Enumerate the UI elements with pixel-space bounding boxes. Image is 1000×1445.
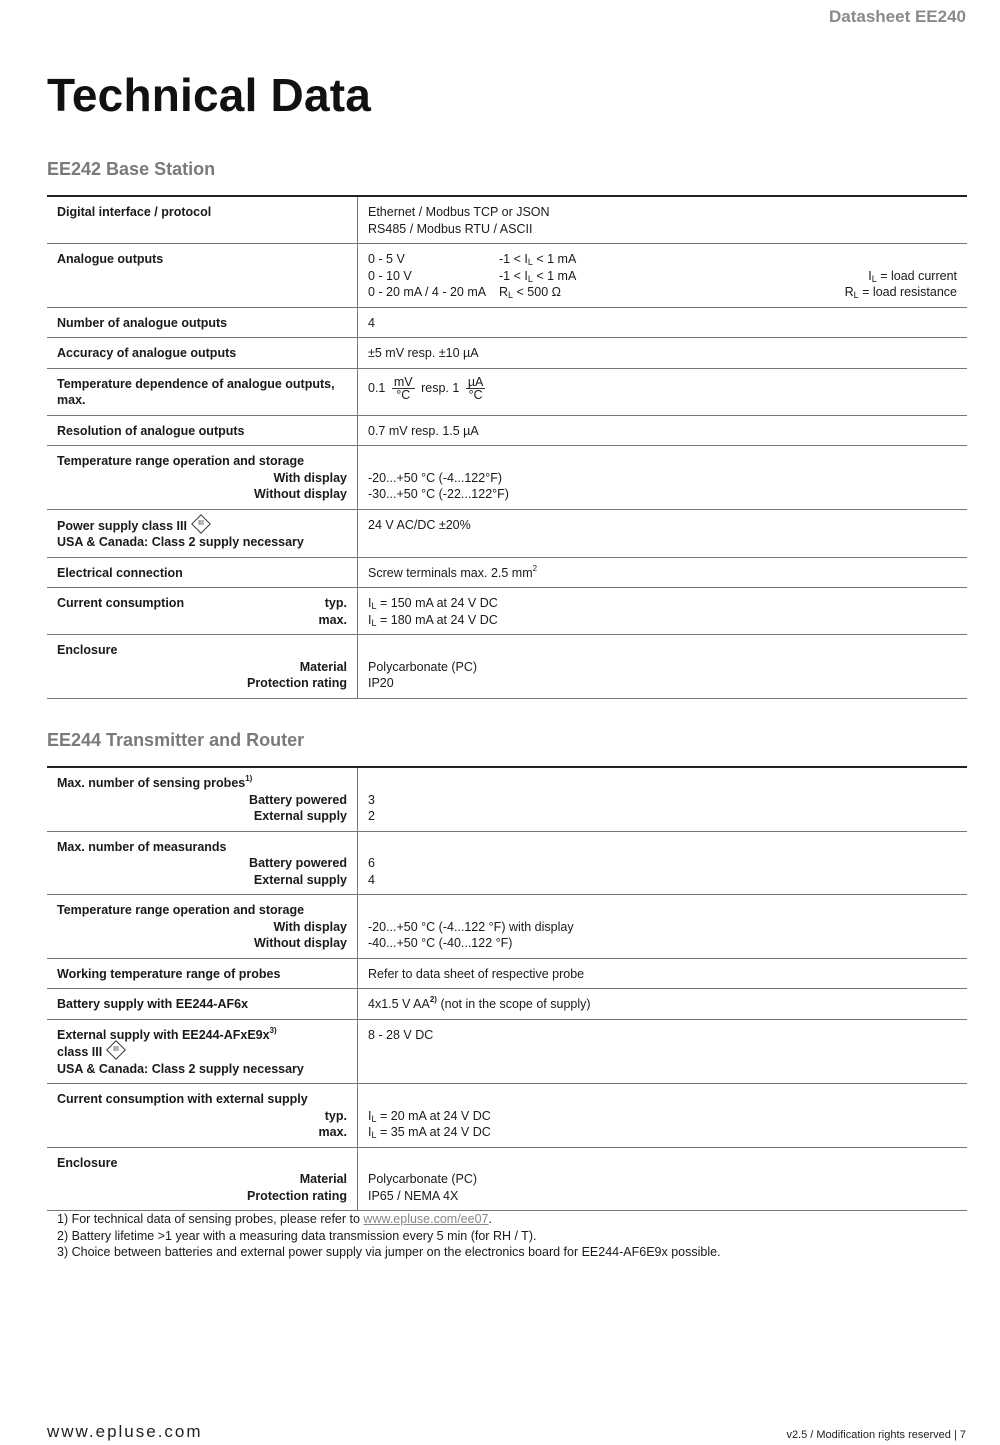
spec-value: Polycarbonate (PC) IP65 / NEMA 4X — [358, 1147, 968, 1211]
spec-label: Power supply class III III USA & Canada: Class 2 supply necessary — [47, 509, 358, 557]
spec-label: Working temperature range of probes — [47, 958, 358, 989]
spec-label: Analogue outputs — [47, 244, 358, 308]
spec-value: ±5 mV resp. ±10 µA — [358, 338, 968, 369]
section-heading-transmitter: EE244 Transmitter and Router — [47, 730, 305, 750]
spec-label: Enclosure Material Protection rating — [47, 1147, 358, 1211]
spec-value: 8 - 28 V DC — [358, 1019, 968, 1084]
spec-label: External supply with $EE244-AFxE9x^{3)}$ class III III USA & Canada: Class 2 supply necessary — [47, 1019, 358, 1084]
probe-datasheet-link[interactable]: www.epluse.com/ee07 — [363, 1212, 489, 1226]
base-station-spec-table — [47, 195, 967, 699]
table-row — [47, 1019, 967, 1084]
table-row — [47, 307, 967, 338]
page-title: Technical Data — [47, 69, 372, 121]
table-row — [47, 1147, 967, 1211]
spec-value: 0 - 5 V $-1 < I_L < 1$ mA 0 - 10 V $-1 < I_L < 1$ mA $I_L$ = load current 0 - 20 mA / 4 - 20 mA $R_L < 500$ Ω $R_L$ = load resistance — [358, 244, 968, 308]
spec-label: Enclosure Material Protection rating — [47, 635, 358, 699]
footnote-1: 1) For technical data of sensing probes, please refer to www.epluse.com/ee07. — [57, 1212, 492, 1226]
spec-value: 4 — [358, 307, 968, 338]
spec-value: $I_L = 150$ mA at 24 V DC $I_L = 180$ mA at 24 V DC — [358, 588, 968, 635]
table-row — [47, 557, 967, 588]
table-row — [47, 767, 967, 831]
spec-value: 0.1 $\frac{mV}{^\circ C}$ resp. 1 $\frac{\text{µA}}{^\circ C}$ — [358, 368, 968, 415]
spec-label: Current consumption with external supply typ. max. — [47, 1084, 358, 1148]
spec-label: Temperature range operation and storage With display Without display — [47, 446, 358, 510]
spec-label: Battery supply with EE244-AF6x — [47, 989, 358, 1020]
spec-label: Digital interface / protocol — [47, 196, 358, 244]
spec-value: Polycarbonate (PC) IP20 — [358, 635, 968, 699]
table-row — [47, 446, 967, 510]
spec-value: Ethernet / Modbus TCP or JSON RS485 / Modbus RTU / ASCII — [358, 196, 968, 244]
spec-value: Refer to data sheet of respective probe — [358, 958, 968, 989]
table-row — [47, 989, 967, 1020]
table-row — [47, 415, 967, 446]
table-row — [47, 1084, 967, 1148]
spec-value: 6 4 — [358, 831, 968, 895]
spec-value: 3 2 — [358, 767, 968, 831]
table-row — [47, 958, 967, 989]
table-row — [47, 588, 967, 635]
table-row — [47, 368, 967, 415]
spec-value: $I_L = 20$ mA at 24 V DC $I_L = 35$ mA at 24 V DC — [358, 1084, 968, 1148]
spec-label: Max. number of measurands Battery powered External supply — [47, 831, 358, 895]
spec-value: Screw terminals max. 2.5 $mm^2$ — [358, 557, 968, 588]
spec-value: 24 V AC/DC ±20% — [358, 509, 968, 557]
table-row — [47, 338, 967, 369]
spec-label: Electrical connection — [47, 557, 358, 588]
section-heading-base-station: EE242 Base Station — [47, 159, 216, 179]
spec-label: Temperature range operation and storage With display Without display — [47, 895, 358, 959]
footnote-2: 2) Battery lifetime >1 year with a measuring data transmission every 5 min (for RH / T). — [57, 1228, 537, 1243]
spec-value: -20...+50 °C (-4...122 °F) with display -40...+50 °C (-40...122 °F) — [358, 895, 968, 959]
document-header: Datasheet EE240 — [828, 7, 966, 26]
table-row — [47, 635, 967, 699]
spec-value: 0.7 mV resp. 1.5 µA — [358, 415, 968, 446]
table-row — [47, 196, 967, 244]
class-iii-symbol-icon: III — [191, 514, 211, 534]
spec-label: Max. number of sensing probes$^{1)}$ Battery powered External supply — [47, 767, 358, 831]
table-row — [47, 509, 967, 557]
fraction-ua-per-c: $\frac{\text{µA}}{^\circ C}$ — [467, 374, 484, 402]
spec-label: Number of analogue outputs — [47, 307, 358, 338]
table-row — [47, 895, 967, 959]
footer-website-link[interactable]: www.epluse.com — [47, 1422, 203, 1441]
class-iii-symbol-icon: III — [106, 1040, 126, 1060]
spec-label: Resolution of analogue outputs — [47, 415, 358, 446]
spec-label: Temperature dependence of analogue outputs, max. — [47, 368, 358, 415]
footer-version: v2.5 / Modification rights reserved | 7 — [786, 1429, 966, 1441]
footnote-3: 3) Choice between batteries and external power supply via jumper on the electronics board for EE244-AF6E9x possible. — [57, 1245, 721, 1259]
spec-label: Current consumption typ. max. — [47, 588, 358, 635]
transmitter-spec-table — [47, 766, 967, 1211]
spec-value: 4x1.5 V AA$^{2)}$ (not in the scope of supply) — [358, 989, 968, 1020]
fraction-mv-per-c: $\frac{mV}{^\circ C}$ — [393, 374, 413, 402]
spec-value: -20...+50 °C (-4...122°F) -30...+50 °C (-22...122°F) — [358, 446, 968, 510]
table-row — [47, 244, 967, 308]
table-row — [47, 831, 967, 895]
footnotes — [57, 1211, 721, 1261]
spec-label: Accuracy of analogue outputs — [47, 338, 358, 369]
